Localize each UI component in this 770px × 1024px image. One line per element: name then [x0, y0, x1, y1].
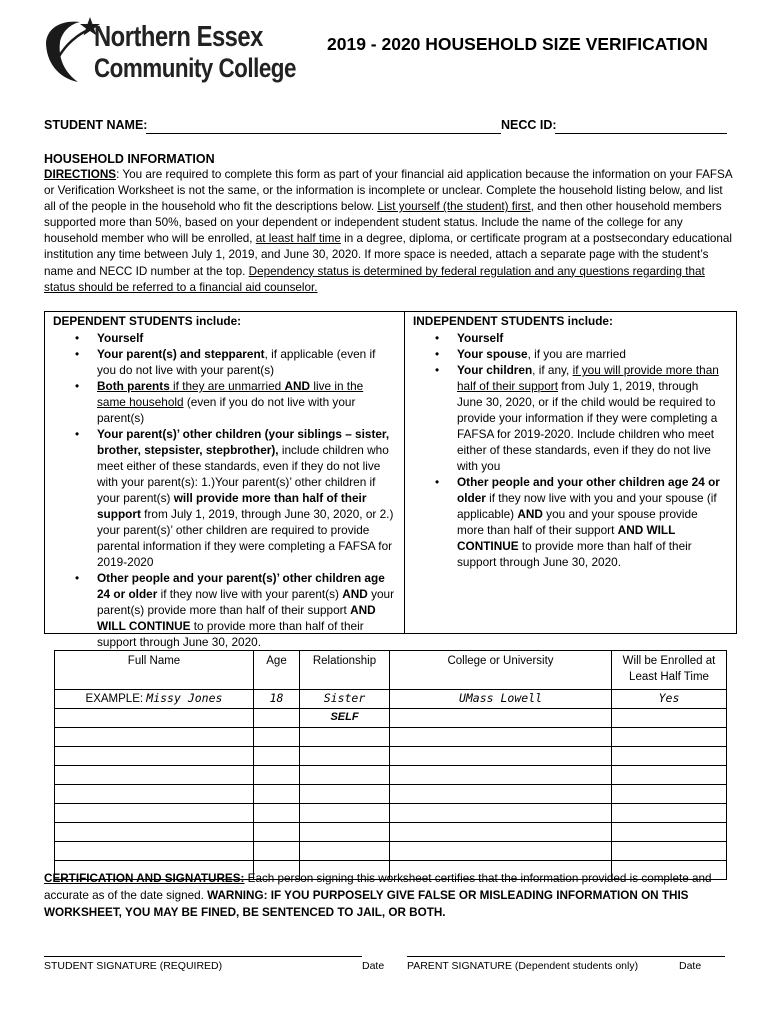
table-cell[interactable]: [300, 804, 390, 823]
student-types-box: [44, 311, 737, 649]
table-row: [55, 823, 727, 842]
table-cell[interactable]: [254, 804, 300, 823]
example-enrolled: Yes: [612, 690, 727, 709]
table-cell[interactable]: [254, 766, 300, 785]
table-cell[interactable]: [254, 785, 300, 804]
table-header-row: [55, 651, 727, 690]
col-college: College or University: [390, 651, 612, 690]
logo-name-line2: Community College: [94, 53, 296, 83]
dependent-item-parents: • Your parent(s) and stepparent, if applicable (even if you do not live with your parent(s): [45, 346, 395, 378]
table-row-example: [55, 690, 727, 709]
table-cell[interactable]: [300, 747, 390, 766]
table-cell[interactable]: [55, 766, 254, 785]
self-label: SELF: [300, 709, 390, 728]
directions-paragraph: [44, 167, 734, 296]
certification-label: CERTIFICATION AND SIGNATURES:: [44, 872, 245, 885]
table-cell[interactable]: [254, 709, 300, 728]
necc-id-label: NECC ID:: [501, 118, 557, 132]
independent-item-other-people: • Other people and your other children age 24 or older if they now live with you and your spouse (if applicable) AND you and your spouse provide more than half of their support AND WILL CONTINUE to provide more than half of their support through June 30, 2020.: [405, 474, 725, 570]
parent-signature-label: PARENT SIGNATURE (Dependent students only): [407, 960, 639, 972]
table-row: [55, 747, 727, 766]
dependent-item-other-people: • Other people and your parent(s)’ other children age 24 or older if they now live with your parent(s) AND your parent(s) provide more than half of their support AND WILL CONTINUE to provide more than half of their support through June 30, 2020.: [45, 570, 395, 650]
col-age: Age: [254, 651, 300, 690]
independent-heading: INDEPENDENT STUDENTS include:: [413, 314, 613, 328]
directions-half-time: at least half time: [255, 232, 341, 246]
household-table: [54, 650, 727, 880]
certification-warning: WARNING: IF YOU PURPOSELY GIVE FALSE OR MISLEADING INFORMATION ON THIS WORKSHEET, YOU MAY BE FINED, BE SENTENCED TO JAIL, OR BOTH.: [44, 889, 689, 919]
table-cell[interactable]: [612, 728, 727, 747]
dependent-heading: DEPENDENT STUDENTS include:: [53, 314, 242, 328]
directions-list-yourself: List yourself (the student) first: [377, 200, 531, 214]
example-college: UMass Lowell: [390, 690, 612, 709]
dependent-item-siblings: • Your parent(s)’ other children (your siblings – sister, brother, stepsister, stepbrother), include children who meet either of these standards, even if they do not live with your parent(s): 1.)Your parent(s)’ other children if your parent(s) will provide more than half of their support from July 1, 2019, through June 30, 2020, or 2.) your parent(s)’ other children are required to provide parental information if they were completing a FAFSA for 2019-2020: [45, 426, 395, 570]
col-enrolled: Will be Enrolled at Least Half Time: [612, 651, 727, 690]
table-cell[interactable]: [612, 747, 727, 766]
dependent-column: [45, 312, 405, 649]
parent-date-label: Date: [679, 960, 702, 972]
table-cell[interactable]: [55, 747, 254, 766]
table-cell[interactable]: [55, 709, 254, 728]
dependent-list: [45, 330, 395, 650]
parent-signature-line[interactable]: [407, 956, 725, 957]
table-cell[interactable]: [55, 785, 254, 804]
college-logo: [44, 14, 296, 84]
table-row: [55, 785, 727, 804]
logo-name-line1: Northern Essex: [94, 21, 263, 53]
table-cell[interactable]: [55, 804, 254, 823]
table-cell[interactable]: [55, 823, 254, 842]
table-cell[interactable]: [55, 842, 254, 861]
table-cell[interactable]: [254, 842, 300, 861]
table-cell[interactable]: [612, 842, 727, 861]
student-date-label: Date: [362, 960, 385, 972]
star-swoosh-icon: [44, 14, 100, 84]
table-cell[interactable]: [300, 766, 390, 785]
col-full-name: Full Name: [55, 651, 254, 690]
table-row: [55, 842, 727, 861]
directions-text-3: in a degree, diploma, or certificate program at a postsecondary educational institution any time between July 1, 2019, and June 30, 2020. If more space is needed, attach a separate page with the student’s name and NECC ID number at the top.: [44, 232, 733, 278]
example-name: Missy Jones: [146, 691, 223, 705]
table-cell[interactable]: [390, 823, 612, 842]
independent-column: [405, 312, 736, 633]
table-cell[interactable]: [300, 823, 390, 842]
table-row: [55, 804, 727, 823]
table-row: [55, 766, 727, 785]
student-signature-label: STUDENT SIGNATURE (REQUIRED): [44, 960, 223, 972]
table-cell[interactable]: [390, 747, 612, 766]
independent-item-spouse: • Your spouse, if you are married: [405, 346, 725, 362]
example-age: 18: [254, 690, 300, 709]
table-cell[interactable]: [390, 804, 612, 823]
table-cell[interactable]: [390, 709, 612, 728]
table-cell[interactable]: [612, 766, 727, 785]
directions-dependency-note: Dependency status is determined by federal regulation and any questions regarding that status should be referred to a financial aid counselor.: [44, 264, 705, 294]
table-cell[interactable]: [300, 785, 390, 804]
dependent-item-both-parents: • Both parents if they are unmarried AND live in the same household (even if you do not live with your parent(s): [45, 378, 395, 426]
dependent-item-yourself: • Yourself: [45, 330, 395, 346]
student-signature-line[interactable]: [44, 956, 362, 957]
table-row-self: [55, 709, 727, 728]
table-cell[interactable]: [612, 709, 727, 728]
col-relationship: Relationship: [300, 651, 390, 690]
form-title: 2019 - 2020 HOUSEHOLD SIZE VERIFICATION: [327, 34, 708, 54]
independent-item-yourself: • Yourself: [405, 330, 725, 346]
table-cell[interactable]: [390, 785, 612, 804]
table-cell[interactable]: [390, 728, 612, 747]
example-relationship: Sister: [300, 690, 390, 709]
directions-text-2: , and then other household members supported more than 50%, based on your dependent or independent student status. Include the name of the college for any household member who will be enrolled,: [44, 200, 722, 246]
certification-paragraph: [44, 870, 734, 921]
example-name-cell: [55, 690, 254, 709]
table-cell[interactable]: [612, 804, 727, 823]
certification-text: Each person signing this worksheet certifies that the information provided is complete and accurate as of the date signed.: [44, 872, 712, 902]
example-label: EXAMPLE:: [85, 693, 144, 705]
household-heading: HOUSEHOLD INFORMATION: [44, 152, 215, 166]
table-cell[interactable]: [390, 842, 612, 861]
table-cell[interactable]: [390, 766, 612, 785]
student-name-field[interactable]: [146, 133, 501, 134]
directions-label: DIRECTIONS: [44, 168, 117, 181]
table-cell[interactable]: [300, 842, 390, 861]
table-cell[interactable]: [254, 747, 300, 766]
table-cell[interactable]: [300, 728, 390, 747]
directions-text-1: : You are required to complete this form as part of your financial aid application because the information on your FAFSA or Verification Worksheet is not the same, or the information is incomplete or unclear. Complete the household listing below, and list all of the people in the household who fit the descriptions below.: [44, 168, 732, 214]
necc-id-field[interactable]: [555, 133, 727, 134]
table-cell[interactable]: [254, 728, 300, 747]
table-cell[interactable]: [612, 823, 727, 842]
table-row: [55, 728, 727, 747]
table-cell[interactable]: [254, 823, 300, 842]
table-cell[interactable]: [55, 728, 254, 747]
student-name-label: STUDENT NAME:: [44, 118, 148, 132]
independent-list: [405, 330, 725, 570]
independent-item-children: • Your children, if any, if you will provide more than half of their support from July 1, 2019, through June 30, 2020, or if the child would be required to provide your information if they were completing a FAFSA for 2019-2020. Include children who meet either of these standards, even if they do not live with you: [405, 362, 725, 474]
table-cell[interactable]: [612, 785, 727, 804]
